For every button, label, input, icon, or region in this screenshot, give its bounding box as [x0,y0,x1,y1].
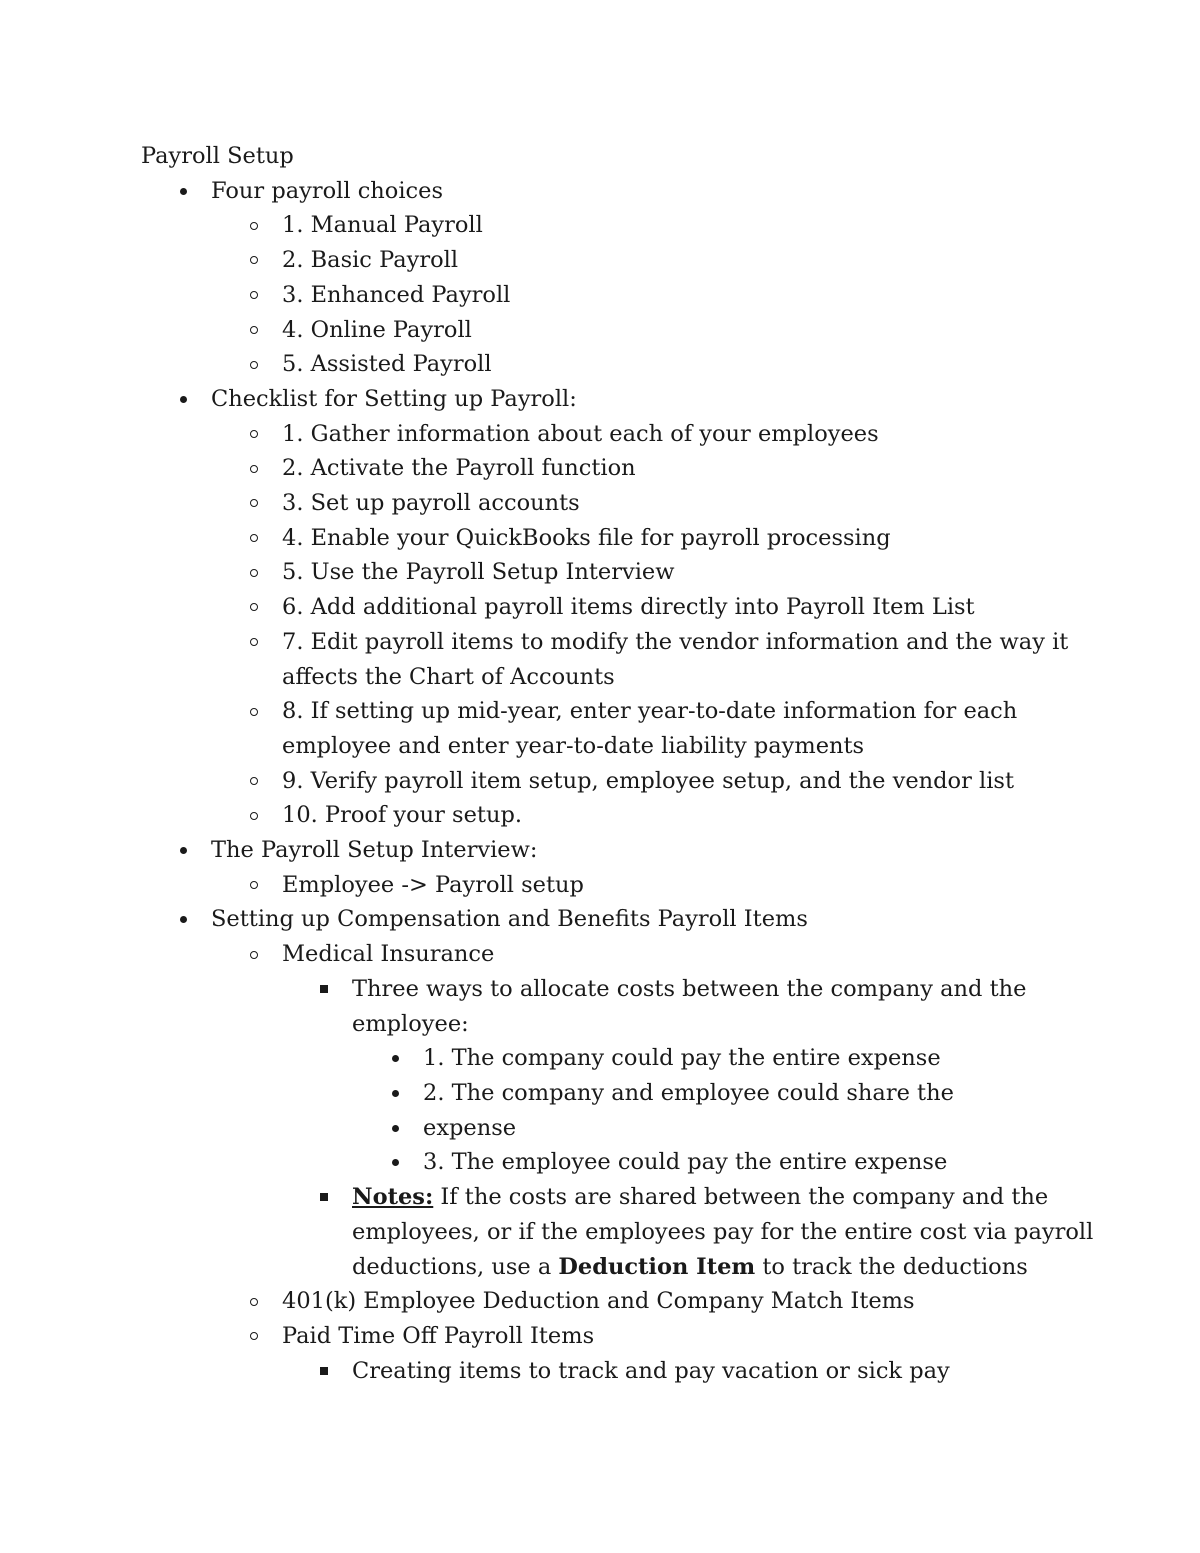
list-item-text: 2. Basic Payroll [282,247,459,274]
list-item-text: 3. Enhanced Payroll [282,281,511,308]
bullet-circle-icon [247,313,261,348]
list-item [141,1319,1101,1354]
list-item [141,347,1101,382]
bullet-disc-icon [176,382,190,417]
list-item-text: 3. Set up payroll accounts [282,490,580,517]
bullet-disc-icon [388,1041,402,1076]
bullet-circle-icon [247,521,261,556]
list-item-text: Employee -> Payroll setup [282,871,584,898]
list-item [141,278,1101,313]
document-title: Payroll Setup [141,143,294,169]
list-item-text: 10. Proof your setup. [282,802,523,829]
bullet-circle-icon [247,278,261,313]
list-item [141,417,1101,452]
list-item-text: 3. The employee could pay the entire expense [423,1149,948,1176]
bullet-circle-icon [247,1284,261,1319]
list-item-text: 5. Assisted Payroll [282,351,492,378]
notes-bold-term: Deduction Item [558,1253,756,1280]
list-item [141,798,1101,833]
bullet-circle-icon [247,694,261,729]
list-item [141,590,1101,625]
list-item [141,868,1101,903]
bullet-disc-icon [176,833,190,868]
list-item-text: 9. Verify payroll item setup, employee setup, and the vendor list [282,767,1014,794]
bullet-circle-icon [247,1319,261,1354]
bullet-circle-icon [247,417,261,452]
list-item [141,972,1101,1041]
list-item-text: 1. Gather information about each of your employees [282,420,879,447]
bullet-circle-icon [247,486,261,521]
bullet-circle-icon [247,208,261,243]
bullet-disc-icon [176,902,190,937]
list-item [141,937,1101,972]
bullet-circle-icon [247,555,261,590]
list-item [141,764,1101,799]
document [141,139,1101,1388]
list-item [141,625,1101,694]
list-item-text: 8. If setting up mid-year, enter year-to-date information for each employee and enter year-to-date liability payments [282,698,1018,759]
list-item [141,1284,1101,1319]
list-item [141,1111,1101,1146]
list-item [141,243,1101,278]
list-item [141,1180,1101,1284]
bullet-circle-icon [247,347,261,382]
bullet-circle-icon [247,451,261,486]
bullet-circle-icon [247,764,261,799]
list-item-text: Medical Insurance [282,941,495,968]
list-item [141,174,1101,209]
list-item [141,833,1101,868]
list-item [141,1354,1101,1389]
bullet-square-icon [317,972,331,1007]
list-item-text: 7. Edit payroll items to modify the vendor information and the way it affects the Chart of Accounts [282,628,1069,690]
list-item [141,1076,1101,1111]
list-item [141,313,1101,348]
notes-block [352,1184,1093,1279]
list-item [141,486,1101,521]
bullet-circle-icon [247,868,261,903]
list-item-text: 5. Use the Payroll Setup Interview [282,559,675,586]
notes-text-end: to track the deductions [755,1253,1028,1280]
bullet-circle-icon [247,590,261,625]
bullet-disc-icon [388,1076,402,1111]
list-item [141,902,1101,937]
list-item-text: 1. The company could pay the entire expense [423,1045,941,1072]
list-item [141,1041,1101,1076]
bullet-disc-icon [176,174,190,209]
list-item-text: 2. The company and employee could share the [423,1079,954,1106]
list-item [141,208,1101,243]
list-item-text: expense [423,1114,517,1141]
list-item-text: Paid Time Off Payroll Items [282,1322,595,1349]
section-label: Checklist for Setting up Payroll: [211,385,577,412]
section-label: The Payroll Setup Interview: [211,837,538,864]
bullet-square-icon [317,1180,331,1215]
list-item [141,451,1101,486]
list-item-text: Three ways to allocate costs between the company and the employee: [352,975,1027,1037]
list-item [141,521,1101,556]
list-item [141,555,1101,590]
notes-text: If the costs are shared between the company and the employees, or if the employees pay for the entire cost via payroll deductions, use a [352,1184,1094,1280]
bullet-square-icon [317,1354,331,1389]
bullet-circle-icon [247,625,261,660]
bullet-circle-icon [247,243,261,278]
list-item [141,1145,1101,1180]
list-item-text: Creating items to track and pay vacation or sick pay [352,1357,950,1384]
list-item [141,694,1101,763]
list-item-text: 4. Online Payroll [282,316,472,343]
list-item-text: 6. Add additional payroll items directly into Payroll Item List [282,594,975,621]
bullet-circle-icon [247,798,261,833]
list-item-text: 2. Activate the Payroll function [282,455,636,482]
section-label: Four payroll choices [211,177,443,204]
bullet-disc-icon [388,1145,402,1180]
outline [141,174,1101,1389]
notes-label: Notes: [352,1184,434,1211]
section-label: Setting up Compensation and Benefits Payroll Items [211,906,808,933]
list-item-text: 4. Enable your QuickBooks file for payroll processing [282,524,891,551]
list-item [141,382,1101,417]
bullet-disc-icon [388,1111,402,1146]
list-item-text: 1. Manual Payroll [282,212,483,239]
list-item-text: 401(k) Employee Deduction and Company Match Items [282,1288,915,1315]
bullet-circle-icon [247,937,261,972]
